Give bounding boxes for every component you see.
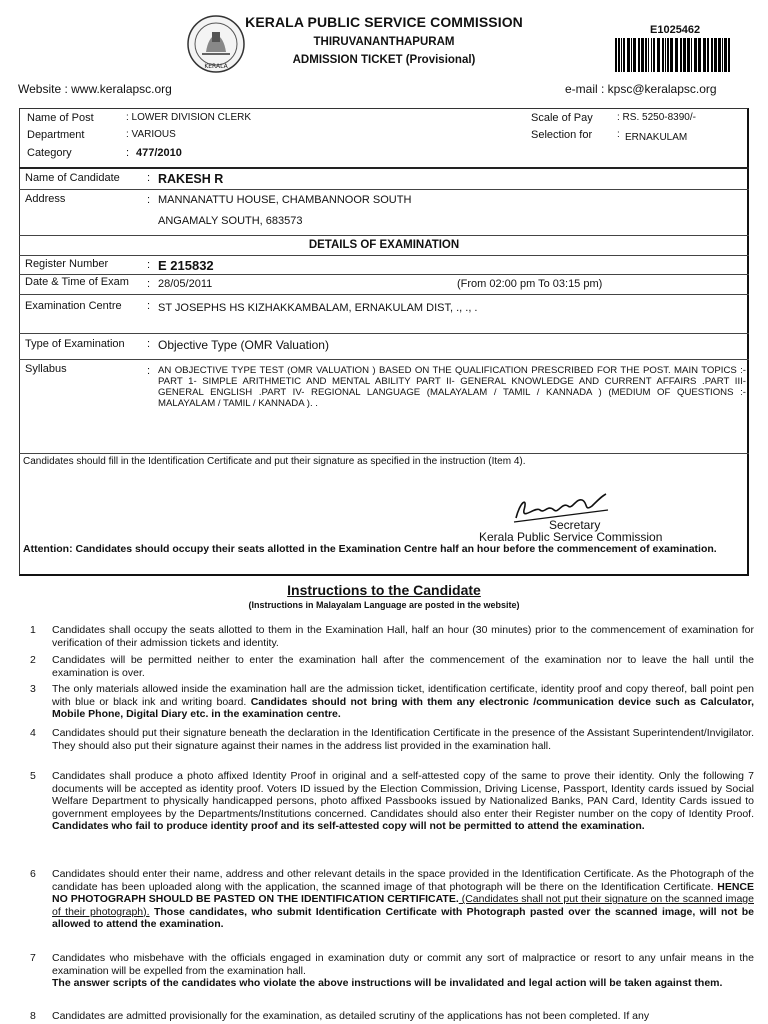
address-line-2: ANGAMALY SOUTH, 683573: [158, 215, 303, 227]
divider: [19, 255, 749, 256]
barcode-bar: [703, 38, 706, 72]
barcode-bar: [651, 38, 652, 72]
ticket-code: E1025462: [650, 24, 701, 36]
department-label: Department: [27, 129, 85, 141]
instruction-bold-text: Candidates who fail to produce identity proof and its self-attested copy will not be permitted to attend the examination.: [52, 820, 645, 833]
exam-details-heading: DETAILS OF EXAMINATION: [308, 239, 460, 251]
barcode-bar: [718, 38, 721, 72]
barcode-bar: [662, 38, 664, 72]
kerala-emblem-icon: [186, 14, 246, 74]
emblem-text: KERALA: [204, 63, 228, 70]
barcode-bar: [623, 38, 625, 72]
candidate-name-colon: :: [147, 172, 151, 184]
divider: [19, 453, 749, 454]
instruction-number: 3: [30, 683, 36, 695]
barcode-bar: [633, 38, 636, 72]
divider: [19, 189, 749, 190]
instruction-number: 5: [30, 770, 36, 782]
barcode-bar: [728, 38, 730, 72]
barcode-bar: [722, 38, 723, 72]
barcode-bar: [711, 38, 713, 72]
department-value: : VARIOUS: [126, 129, 176, 140]
divider: [19, 294, 749, 295]
barcode-bar: [618, 38, 620, 72]
barcode-bar: [631, 38, 632, 72]
syllabus-colon: :: [147, 365, 151, 377]
instruction-number: 4: [30, 727, 36, 739]
category-colon: :: [126, 147, 130, 159]
register-number-colon: :: [147, 259, 151, 271]
category-value: 477/2010: [136, 147, 182, 159]
barcode-bar: [665, 38, 666, 72]
signatory-title: Secretary: [549, 518, 601, 532]
divider: [19, 167, 749, 169]
barcode-bar: [707, 38, 709, 72]
register-number-label: Register Number: [25, 258, 109, 270]
candidate-name-value: RAKESH R: [158, 172, 224, 186]
scale-of-pay-value: : RS. 5250-8390/-: [617, 112, 696, 123]
exam-date-label: Date & Time of Exam: [25, 276, 129, 288]
instruction-text: Candidates are admitted provisionally for the examination, as detailed scrutiny of the applications has not been completed. If any: [52, 1010, 650, 1022]
post-name-label: Name of Post: [27, 112, 94, 124]
exam-type-colon: :: [147, 338, 151, 350]
org-city: THIRUVANANTHAPURAM: [313, 36, 455, 48]
barcode-bar: [680, 38, 682, 72]
instruction-text: Candidates should put their signature beneath the declaration in the Identification Certificate in the presence of the Assistant Superintendent/Invigilator. They should also put their signature against their names in the address list provided in the examination hall.: [52, 727, 754, 752]
barcode-bar: [667, 38, 669, 72]
barcode-bar: [645, 38, 647, 72]
instruction-bold-text: The answer scripts of the candidates who violate the above instructions will be invalidated and legal action will be taken against them.: [52, 977, 723, 990]
barcode-bar: [687, 38, 690, 72]
barcode-bar: [670, 38, 673, 72]
instruction-number: 1: [30, 624, 36, 636]
candidate-name-label: Name of Candidate: [25, 172, 120, 184]
instruction-text: Candidates shall occupy the seats allotted to them in the Examination Hall, half an hour (30 minutes) prior to the commencement of examination for verification of their admission tickets and identity.: [52, 624, 754, 649]
signatory-organization: Kerala Public Service Commission: [479, 530, 663, 544]
exam-centre-colon: :: [147, 300, 151, 312]
document-title: ADMISSION TICKET (Provisional): [292, 54, 476, 66]
barcode-bar: [683, 38, 686, 72]
org-name: KERALA PUBLIC SERVICE COMMISSION: [245, 14, 523, 30]
instruction-number: 8: [30, 1010, 36, 1022]
barcode-bar: [657, 38, 660, 72]
barcode-bar: [641, 38, 644, 72]
syllabus-label: Syllabus: [25, 363, 67, 375]
barcode-bar: [724, 38, 727, 72]
instruction-bold-text-2: Those candidates, who submit Identification Certificate with Photograph pasted over the scanned image, will not be allowed to attend the examination.: [52, 905, 755, 931]
selection-colon: :: [617, 129, 620, 140]
address-colon: :: [147, 194, 151, 206]
barcode-icon: [614, 38, 732, 72]
instruction-text: Candidates will be permitted neither to enter the examination hall after the commencement of the examination nor to leave the hall until the examination is over.: [52, 654, 754, 679]
register-number-value: E 215832: [158, 258, 214, 273]
exam-date-value: 28/05/2011: [158, 278, 213, 290]
divider: [19, 359, 749, 360]
instruction-text: The only materials allowed inside the examination hall are the admission ticket, identification certificate, identity proof and copy thereof, ball point pen with blue or black ink and writing board.: [52, 683, 754, 708]
instruction-number: 2: [30, 654, 36, 666]
exam-type-label: Type of Examination: [25, 338, 125, 350]
barcode-bar: [694, 38, 697, 72]
instruction-underline-text: (Candidates shall not put their signature on the scanned image of their photograph).: [52, 893, 754, 918]
instruction-text: Candidates who misbehave with the officials engaged in examination duty or commit any sort of malpractice or resort to any unfair means in the examination will be expelled from the examination hall.: [52, 952, 754, 977]
instruction-bold-text: HENCE NO PHOTOGRAPH SHOULD BE PASTED ON THE IDENTIFICATION CERTIFICATE.: [52, 880, 754, 906]
exam-time-value: (From 02:00 pm To 03:15 pm): [457, 278, 603, 290]
divider: [19, 274, 749, 275]
barcode-bar: [698, 38, 701, 72]
barcode-bar: [621, 38, 622, 72]
barcode-bar: [653, 38, 655, 72]
scale-of-pay-label: Scale of Pay: [531, 112, 593, 124]
email-link[interactable]: e-mail : kpsc@keralapsc.org: [565, 82, 717, 96]
category-label: Category: [27, 147, 72, 159]
instruction-text: Candidates should enter their name, address and other relevant details in the space provided in the Identification Certificate. As the Photograph of the candidate has been uploaded along with the application, the scanned image of that photograph will be there on the Identification Certificate.: [52, 868, 754, 893]
barcode-bar: [691, 38, 692, 72]
divider: [19, 235, 749, 236]
selection-for-value: ERNAKULAM: [625, 132, 688, 143]
barcode-bar: [714, 38, 717, 72]
instruction-text: Candidates shall produce a photo affixed Identity Proof in original and a self-attested copy of the same to prove their identity. Only the following 7 documents will be accepted as identity proof. Voters ID issued by the Election Commission, Driving License, Passport, Identity cards issued by Social Welfare Department to physically handicapped persons, photo affixed Passbooks issued by Nationalized Banks, PAN Card, Identity Cards issued to government employees by the Departments/Institutions concerned. Candidates should also enter their Register number on the copy of Identity Proof.: [52, 770, 754, 820]
exam-type-value: Objective Type (OMR Valuation): [158, 338, 329, 352]
instruction-number: 6: [30, 868, 36, 880]
exam-date-colon: :: [147, 278, 151, 290]
instruction-bold-text: Candidates should not bring with them any electronic /communication device such as Calculator, Mobile Phone, Digital Diary etc. in the examination centre.: [52, 695, 754, 721]
syllabus-value: AN OBJECTIVE TYPE TEST (OMR VALUATION ) BASED ON THE QUALIFICATION PRESCRIBED FOR THE POST. MAIN TOPICS :- PART 1- SIMPLE ARITHMETIC AND MENTAL ABILITY PART II- GENERAL KNOWLEDGE AND CURRENT AFFAIRS .PART III- GENERAL ENGLISH .PART IV- REGIONAL LANGUAGE (MALAYALAM / TAMIL / KANNADA ) (MEDIUM OF QUESTIONS :- MALAYALAM / TAMIL / KANNADA ). .: [158, 365, 746, 409]
address-label: Address: [25, 193, 66, 205]
admission-ticket-box: [19, 108, 749, 576]
identification-certificate-note: Candidates should fill in the Identification Certificate and put their signature as specified in the instruction (Item 4).: [23, 456, 526, 467]
instructions-subtitle: (Instructions in Malayalam Language are posted in the website): [248, 600, 520, 610]
post-name-value: : LOWER DIVISION CLERK: [126, 112, 252, 123]
selection-for-label: Selection for: [531, 129, 593, 141]
exam-centre-value: ST JOSEPHS HS KIZHAKKAMBALAM, ERNAKULAM DIST, ., ., .: [158, 302, 478, 314]
barcode-bar: [675, 38, 678, 72]
instruction-number: 7: [30, 952, 36, 964]
barcode-bar: [648, 38, 649, 72]
barcode-bar: [638, 38, 640, 72]
instructions-title: Instructions to the Candidate: [287, 582, 481, 598]
barcode-bar: [627, 38, 630, 72]
barcode-bar: [615, 38, 617, 72]
divider: [19, 333, 749, 334]
address-line-1: MANNANATTU HOUSE, CHAMBANNOOR SOUTH: [158, 194, 412, 206]
exam-centre-label: Examination Centre: [25, 300, 122, 312]
attention-note: Attention: Candidates should occupy their seats allotted in the Examination Centre half an hour before the commencement of examination.: [23, 543, 717, 555]
website-link[interactable]: Website : www.keralapsc.org: [18, 82, 172, 96]
